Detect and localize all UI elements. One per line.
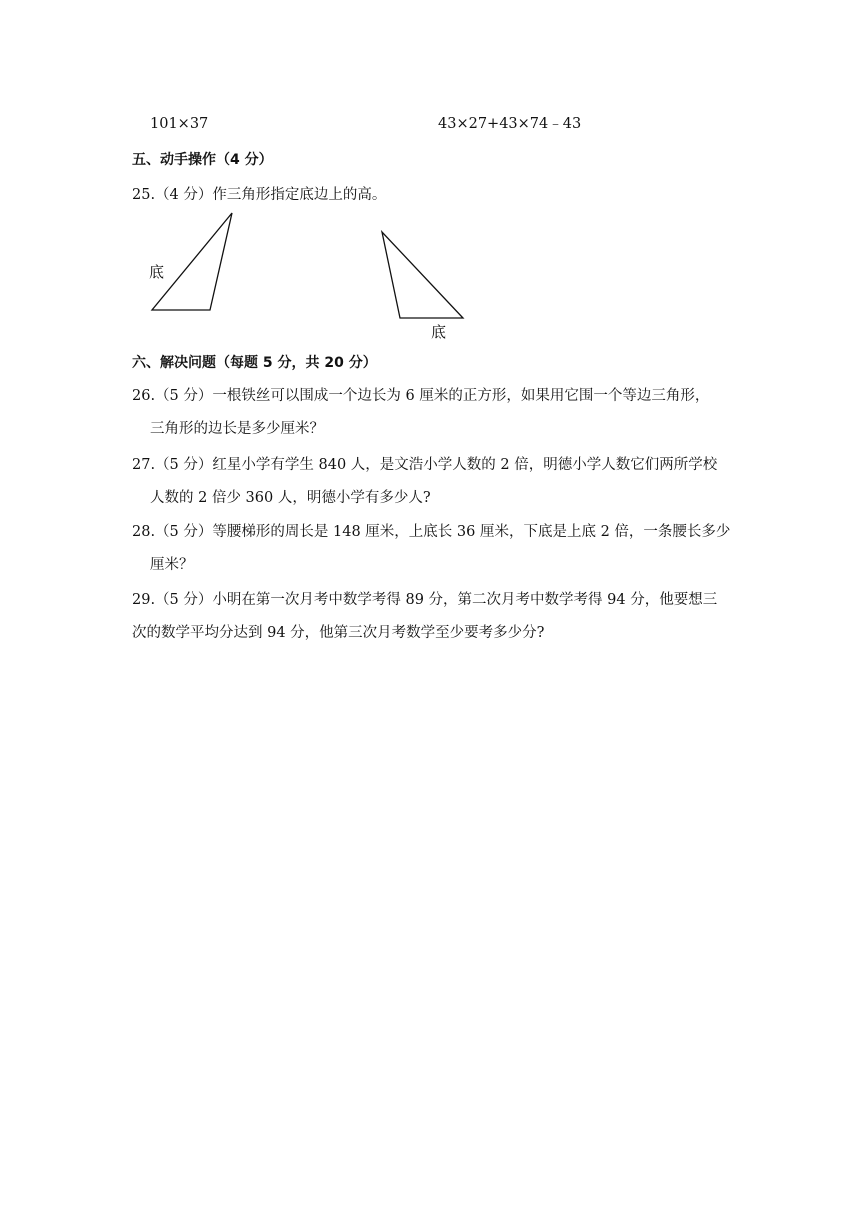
question-28-line-1: 28.（5 分）等腰梯形的周长是 148 厘米，上底长 36 厘米，下底是上底 2 倍，一条腰长多少 [132,524,731,540]
question-26-line-1: 26.（5 分）一根铁丝可以围成一个边长为 6 厘米的正方形，如果用它围一个等边三角形， [132,388,710,404]
section-6-title: 六、解决问题（每题 5 分，共 20 分） [132,355,377,371]
right-triangle [382,232,463,318]
question-26-line-2: 三角形的边长是多少厘米？ [150,421,324,437]
calc-expression-1: 101×37 [150,116,209,132]
question-28-line-2: 厘米？ [150,557,194,573]
question-25: 25.（4 分）作三角形指定底边上的高。 [132,187,387,203]
right-triangle-base-label: 底 [431,323,447,341]
question-27-line-2: 人数的 2 倍少 360 人，明德小学有多少人? [150,490,431,506]
calc-expression-2: 43×27+43×74﹣43 [438,116,582,132]
left-triangle-base-label: 底 [149,263,165,281]
question-27-line-1: 27.（5 分）红星小学有学生 840 人，是文浩小学人数的 2 倍，明德小学人数它们两所学校 [132,457,718,473]
question-29-line-1: 29.（5 分）小明在第一次月考中数学考得 89 分，第二次月考中数学考得 94 分，他要想三 [132,592,718,608]
question-29-line-2: 次的数学平均分达到 94 分，他第三次月考数学至少要考多少分? [132,625,545,641]
section-5-title: 五、动手操作（4 分） [132,152,273,168]
